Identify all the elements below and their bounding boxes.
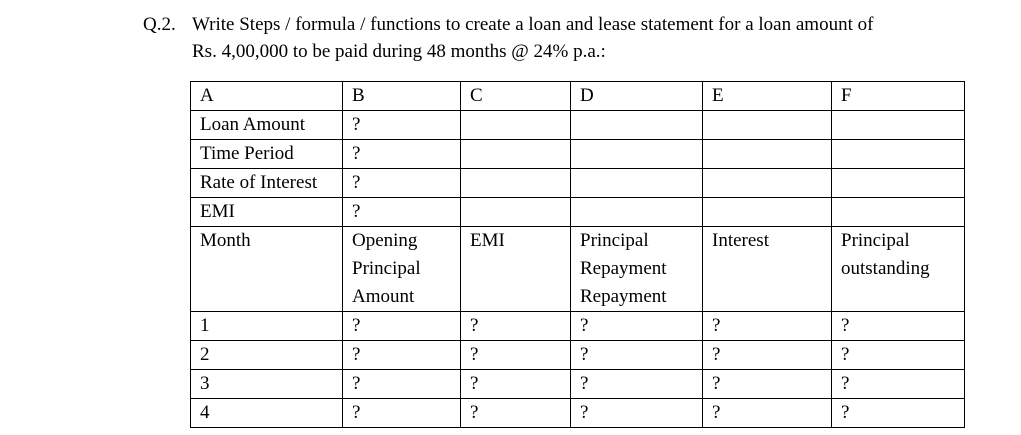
input-label: EMI <box>191 198 343 227</box>
month-cell: 3 <box>191 370 343 399</box>
outstanding-cell: ? <box>832 399 965 428</box>
principal-outstanding-header <box>832 227 965 312</box>
column-letter-row <box>191 82 965 111</box>
empty-cell <box>832 198 965 227</box>
input-value: ? <box>343 140 461 169</box>
opening-cell: ? <box>343 370 461 399</box>
month-cell: 4 <box>191 399 343 428</box>
interest-cell: ? <box>703 399 832 428</box>
column-header-e: E <box>703 82 832 111</box>
interest-cell: ? <box>703 370 832 399</box>
outstanding-cell: ? <box>832 370 965 399</box>
emi-header: EMI <box>461 227 571 312</box>
question-line-2: Rs. 4,00,000 to be paid during 48 months @ 24% p.a.: <box>192 41 606 62</box>
month-cell: 1 <box>191 312 343 341</box>
empty-cell <box>703 198 832 227</box>
empty-cell <box>461 169 571 198</box>
question-text <box>192 11 982 65</box>
opening-principal-header <box>343 227 461 312</box>
empty-cell <box>571 198 703 227</box>
month-header: Month <box>191 227 343 312</box>
opening-cell: ? <box>343 341 461 370</box>
empty-cell <box>461 111 571 140</box>
empty-cell <box>832 140 965 169</box>
input-label: Loan Amount <box>191 111 343 140</box>
emi-cell: ? <box>461 341 571 370</box>
outstanding-cell: ? <box>832 341 965 370</box>
column-header-b: B <box>343 82 461 111</box>
schedule-row <box>191 399 965 428</box>
input-row-rate-of-interest <box>191 169 965 198</box>
schedule-header-row <box>191 227 965 312</box>
interest-cell: ? <box>703 312 832 341</box>
question-number: Q.2. <box>143 14 176 35</box>
principal-cell: ? <box>571 312 703 341</box>
column-header-c: C <box>461 82 571 111</box>
column-header-f: F <box>832 82 965 111</box>
opening-cell: ? <box>343 312 461 341</box>
schedule-row <box>191 341 965 370</box>
emi-cell: ? <box>461 370 571 399</box>
input-value: ? <box>343 198 461 227</box>
outstanding-cell: ? <box>832 312 965 341</box>
header-line: Principal <box>580 230 649 251</box>
schedule-row <box>191 312 965 341</box>
interest-header: Interest <box>703 227 832 312</box>
input-label: Rate of Interest <box>191 169 343 198</box>
emi-cell: ? <box>461 312 571 341</box>
header-line: Amount <box>352 286 415 307</box>
header-line: Principal <box>841 230 910 251</box>
interest-cell: ? <box>703 341 832 370</box>
emi-cell: ? <box>461 399 571 428</box>
principal-repayment-header <box>571 227 703 312</box>
principal-cell: ? <box>571 341 703 370</box>
input-label: Time Period <box>191 140 343 169</box>
input-value: ? <box>343 169 461 198</box>
empty-cell <box>703 169 832 198</box>
header-line: Opening <box>352 230 418 251</box>
input-value: ? <box>343 111 461 140</box>
empty-cell <box>571 111 703 140</box>
empty-cell <box>571 140 703 169</box>
header-line: Principal <box>352 258 421 279</box>
month-cell: 2 <box>191 341 343 370</box>
empty-cell <box>832 169 965 198</box>
schedule-row <box>191 370 965 399</box>
header-line: Repayment <box>580 286 667 307</box>
empty-cell <box>461 140 571 169</box>
empty-cell <box>703 140 832 169</box>
question-line-1: Write Steps / formula / functions to create a loan and lease statement for a loan amount of <box>192 14 874 35</box>
input-row-emi <box>191 198 965 227</box>
loan-statement-table <box>190 81 965 428</box>
column-header-a: A <box>191 82 343 111</box>
opening-cell: ? <box>343 399 461 428</box>
principal-cell: ? <box>571 399 703 428</box>
header-line: outstanding <box>841 258 930 279</box>
input-row-time-period <box>191 140 965 169</box>
header-line: Repayment <box>580 258 667 279</box>
empty-cell <box>832 111 965 140</box>
empty-cell <box>571 169 703 198</box>
empty-cell <box>703 111 832 140</box>
empty-cell <box>461 198 571 227</box>
input-row-loan-amount <box>191 111 965 140</box>
column-header-d: D <box>571 82 703 111</box>
principal-cell: ? <box>571 370 703 399</box>
